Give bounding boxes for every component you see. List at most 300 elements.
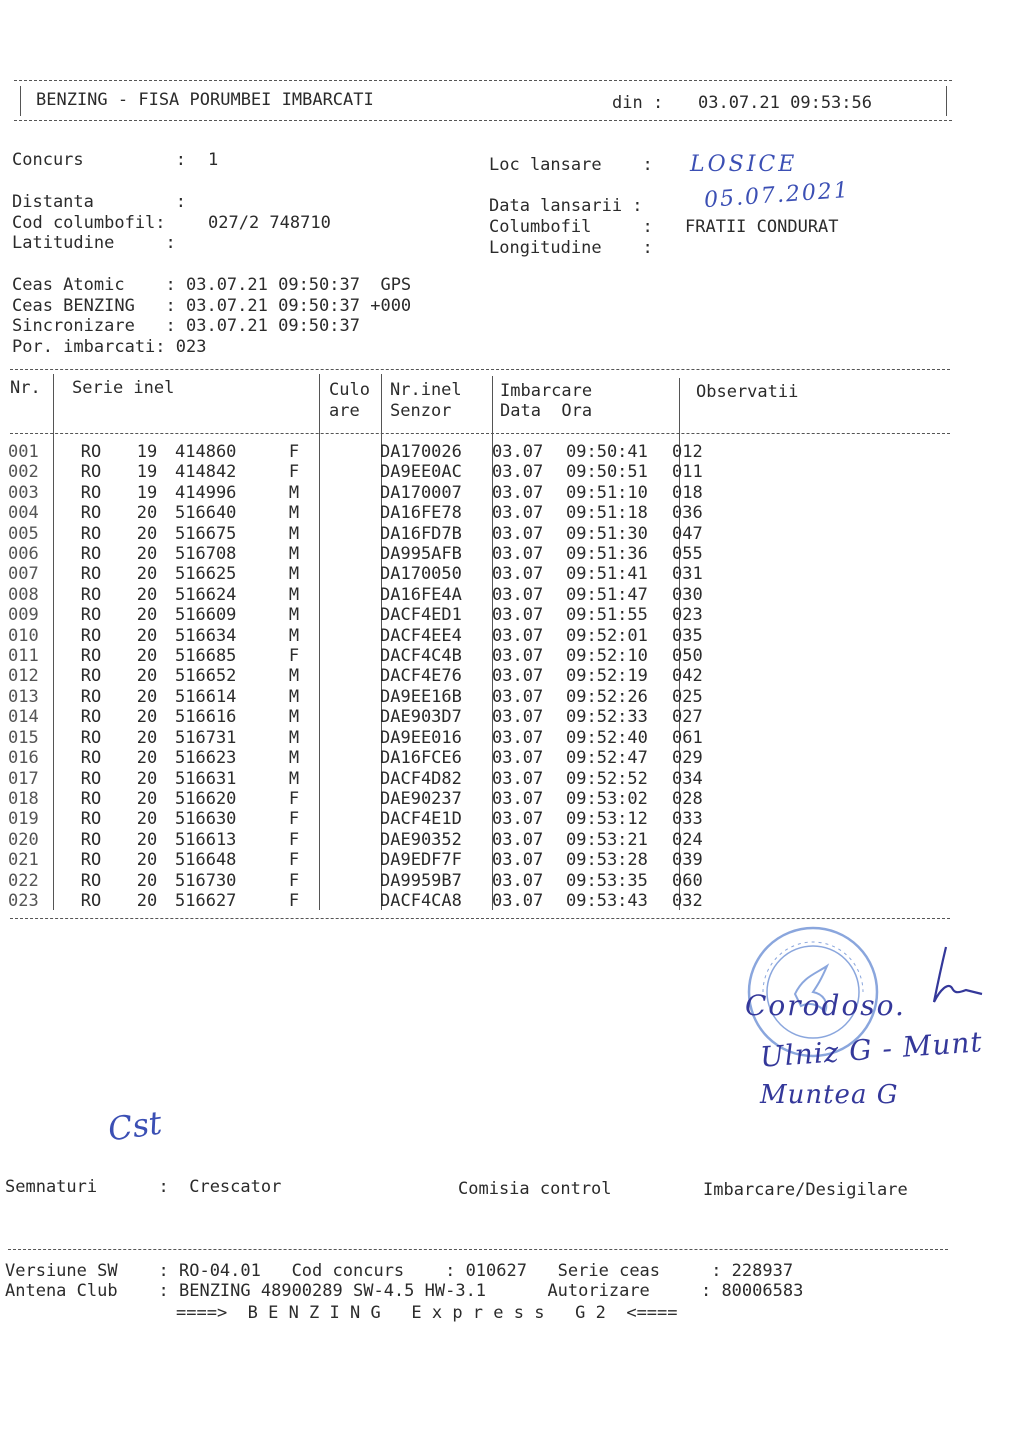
distanta-label: Distanta : xyxy=(12,192,186,212)
col-header-culo-2: are xyxy=(329,401,360,421)
row-sensor: DA170026 xyxy=(380,442,462,462)
row-country: RO xyxy=(80,442,102,462)
row-sensor: DA170007 xyxy=(380,482,462,503)
row-ring-number: 516616 xyxy=(175,707,237,728)
row-observatii: 023 xyxy=(672,605,703,626)
row-country: RO xyxy=(80,544,102,565)
imbarcare-desigilare-label: Imbarcare/Desigilare xyxy=(703,1180,908,1200)
row-time: 09:53:43 xyxy=(566,890,648,911)
row-observatii: 055 xyxy=(672,544,703,565)
row-date: 03.07 xyxy=(492,523,544,544)
row-sensor: DACF4E76 xyxy=(380,666,462,687)
por-imbarcati: Por. imbarcati: 023 xyxy=(12,337,207,357)
row-year: 20 xyxy=(136,809,158,830)
row-country: RO xyxy=(80,707,102,728)
semnaturi-label: Semnaturi : Crescator xyxy=(5,1177,282,1197)
row-year: 20 xyxy=(136,850,158,871)
row-country: RO xyxy=(80,788,102,809)
row-sensor: DACF4ED1 xyxy=(380,605,462,626)
col-header-senzor: Senzor xyxy=(390,401,452,421)
row-sensor: DAE903D7 xyxy=(380,707,462,728)
row-date: 03.07 xyxy=(492,584,544,605)
header-left-border xyxy=(20,86,21,116)
row-date: 03.07 xyxy=(492,503,544,524)
stamp-text-arc-icon xyxy=(763,942,863,992)
row-time: 09:52:47 xyxy=(566,748,648,769)
row-observatii: 032 xyxy=(672,890,703,911)
row-date: 03.07 xyxy=(492,870,544,891)
row-color xyxy=(317,707,380,727)
row-sensor: DA995AFB xyxy=(380,544,462,565)
col-header-data-ora: Data Ora xyxy=(500,401,593,421)
comisia-control-label: Comisia control xyxy=(458,1179,612,1199)
col-header-culo: Culo xyxy=(329,380,370,400)
row-date: 03.07 xyxy=(492,462,544,483)
row-observatii: 029 xyxy=(672,748,703,769)
row-color xyxy=(317,626,380,646)
row-nr: 008 xyxy=(8,584,39,605)
row-year: 20 xyxy=(136,625,158,646)
row-color xyxy=(317,503,380,523)
footer-separator xyxy=(8,1249,948,1250)
row-year: 20 xyxy=(136,686,158,707)
row-ring-number: 516648 xyxy=(175,850,237,871)
pigeon-table-body xyxy=(8,442,732,911)
row-year: 19 xyxy=(136,482,158,503)
row-year: 20 xyxy=(136,829,158,850)
row-nr: 017 xyxy=(8,768,39,789)
row-sex: M xyxy=(288,523,300,544)
row-country: RO xyxy=(80,584,102,605)
table-row xyxy=(8,891,732,911)
footer-antena: Antena Club : BENZING 48900289 SW-4.5 HW-3.1 Autorizare : 80006583 xyxy=(5,1281,804,1301)
row-time: 09:51:47 xyxy=(566,584,648,605)
cod-columbofil-value: 027/2 748710 xyxy=(208,213,331,233)
signature-scribble-icon xyxy=(926,942,986,1022)
row-ring-number: 516613 xyxy=(175,829,237,850)
row-country: RO xyxy=(80,850,102,871)
row-color xyxy=(317,646,380,666)
row-date: 03.07 xyxy=(492,482,544,503)
row-country: RO xyxy=(80,748,102,769)
row-sex: M xyxy=(288,584,300,605)
row-time: 09:52:52 xyxy=(566,768,648,789)
row-country: RO xyxy=(80,768,102,789)
row-date: 03.07 xyxy=(492,850,544,871)
data-lansarii-label: Data lansarii : xyxy=(489,196,643,216)
row-color xyxy=(317,585,380,605)
table-header-separator xyxy=(10,433,950,434)
row-country: RO xyxy=(80,890,102,911)
row-sex: M xyxy=(288,625,300,646)
row-sensor: DACF4C4B xyxy=(380,646,462,667)
signature-munteanu-1: Ulniz G - Munt xyxy=(759,1025,984,1074)
ceas-benzing: Ceas BENZING : 03.07.21 09:50:37 +000 xyxy=(12,296,412,316)
pigeon-table xyxy=(8,442,732,911)
table-row xyxy=(8,462,732,482)
row-sensor: DA16FE4A xyxy=(380,584,462,605)
row-color xyxy=(317,442,380,462)
row-sensor: DA16FD7B xyxy=(380,523,462,544)
row-sex: F xyxy=(288,829,300,850)
row-sensor: DA9EE016 xyxy=(380,727,462,748)
row-sex: M xyxy=(288,727,300,748)
table-row xyxy=(8,809,732,829)
row-nr: 002 xyxy=(8,462,39,483)
row-ring-number: 414842 xyxy=(175,462,237,483)
table-row xyxy=(8,442,732,462)
row-year: 20 xyxy=(136,707,158,728)
row-observatii: 027 xyxy=(672,707,703,728)
row-sensor: DACF4D82 xyxy=(380,768,462,789)
row-sex: F xyxy=(288,788,300,809)
row-time: 09:52:26 xyxy=(566,686,648,707)
row-time: 09:52:40 xyxy=(566,727,648,748)
row-country: RO xyxy=(80,809,102,830)
row-time: 09:51:10 xyxy=(566,482,648,503)
row-year: 20 xyxy=(136,503,158,524)
row-year: 20 xyxy=(136,523,158,544)
row-date: 03.07 xyxy=(492,442,544,462)
row-date: 03.07 xyxy=(492,544,544,565)
row-color xyxy=(317,728,380,748)
row-sex: F xyxy=(288,850,300,871)
table-row xyxy=(8,707,732,727)
row-sex: F xyxy=(288,646,300,667)
table-row xyxy=(8,728,732,748)
row-time: 09:53:02 xyxy=(566,788,648,809)
row-time: 09:53:28 xyxy=(566,850,648,871)
row-nr: 022 xyxy=(8,870,39,891)
row-observatii: 034 xyxy=(672,768,703,789)
row-year: 20 xyxy=(136,768,158,789)
row-date: 03.07 xyxy=(492,809,544,830)
row-date: 03.07 xyxy=(492,605,544,626)
row-observatii: 025 xyxy=(672,686,703,707)
row-time: 09:52:33 xyxy=(566,707,648,728)
report-title: BENZING - FISA PORUMBEI IMBARCATI xyxy=(36,90,374,110)
row-date: 03.07 xyxy=(492,748,544,769)
row-year: 20 xyxy=(136,870,158,891)
row-nr: 010 xyxy=(8,625,39,646)
ceas-atomic: Ceas Atomic : 03.07.21 09:50:37 GPS xyxy=(12,275,412,295)
row-year: 20 xyxy=(136,544,158,565)
row-color xyxy=(317,462,380,482)
row-observatii: 028 xyxy=(672,788,703,809)
signature-corodoso: Corodoso. xyxy=(745,989,906,1022)
row-date: 03.07 xyxy=(492,890,544,911)
row-sex: M xyxy=(288,707,300,728)
table-row xyxy=(8,524,732,544)
row-ring-number: 516614 xyxy=(175,686,237,707)
row-observatii: 018 xyxy=(672,482,703,503)
col-header-observatii: Observatii xyxy=(696,382,799,402)
row-sensor: DA9EDF7F xyxy=(380,850,462,871)
row-ring-number: 516609 xyxy=(175,605,237,626)
loc-lansare-value: LOSICE xyxy=(690,152,798,177)
row-time: 09:53:35 xyxy=(566,870,648,891)
row-nr: 014 xyxy=(8,707,39,728)
row-ring-number: 414860 xyxy=(175,442,237,462)
row-color xyxy=(317,769,380,789)
footer-versiune: Versiune SW : RO-04.01 Cod concurs : 010627 Serie ceas : 228937 xyxy=(5,1261,794,1281)
row-observatii: 033 xyxy=(672,809,703,830)
row-sensor: DA9EE0AC xyxy=(380,462,462,483)
header-top-border xyxy=(14,80,952,81)
row-ring-number: 516675 xyxy=(175,523,237,544)
row-sensor: DAE90237 xyxy=(380,788,462,809)
row-sensor: DAE90352 xyxy=(380,829,462,850)
row-date: 03.07 xyxy=(492,788,544,809)
signature-munteanu-2: Muntea G xyxy=(760,1080,899,1110)
row-country: RO xyxy=(80,686,102,707)
row-year: 19 xyxy=(136,442,158,462)
row-nr: 011 xyxy=(8,646,39,667)
row-nr: 019 xyxy=(8,809,39,830)
row-sensor: DA170050 xyxy=(380,564,462,585)
col-header-imbarcare: Imbarcare xyxy=(500,381,593,401)
row-ring-number: 516623 xyxy=(175,748,237,769)
row-color xyxy=(317,605,380,625)
row-year: 19 xyxy=(136,462,158,483)
row-sensor: DA16FE78 xyxy=(380,503,462,524)
row-time: 09:51:18 xyxy=(566,503,648,524)
row-color xyxy=(317,666,380,686)
row-ring-number: 516625 xyxy=(175,564,237,585)
row-date: 03.07 xyxy=(492,686,544,707)
table-bottom-border xyxy=(10,918,950,919)
row-observatii: 061 xyxy=(672,727,703,748)
row-sensor: DACF4E1D xyxy=(380,809,462,830)
table-row xyxy=(8,544,732,564)
col-header-serie: Serie inel xyxy=(72,378,175,398)
row-date: 03.07 xyxy=(492,625,544,646)
row-year: 20 xyxy=(136,666,158,687)
row-color xyxy=(317,871,380,891)
row-color xyxy=(317,748,380,768)
row-date: 03.07 xyxy=(492,646,544,667)
row-year: 20 xyxy=(136,584,158,605)
din-label: din : xyxy=(612,93,664,113)
row-observatii: 050 xyxy=(672,646,703,667)
row-country: RO xyxy=(80,625,102,646)
row-time: 09:51:36 xyxy=(566,544,648,565)
row-sensor: DA16FCE6 xyxy=(380,748,462,769)
row-nr: 012 xyxy=(8,666,39,687)
row-sex: F xyxy=(288,462,300,483)
latitudine-label: Latitudine : xyxy=(12,233,176,253)
table-row xyxy=(8,483,732,503)
columbofil-value: FRATII CONDURAT xyxy=(685,217,839,237)
row-time: 09:53:21 xyxy=(566,829,648,850)
row-year: 20 xyxy=(136,788,158,809)
row-observatii: 035 xyxy=(672,625,703,646)
row-country: RO xyxy=(80,727,102,748)
row-sensor: DACF4EE4 xyxy=(380,625,462,646)
row-ring-number: 516652 xyxy=(175,666,237,687)
row-observatii: 060 xyxy=(672,870,703,891)
row-country: RO xyxy=(80,829,102,850)
row-observatii: 036 xyxy=(672,503,703,524)
row-time: 09:51:55 xyxy=(566,605,648,626)
table-row xyxy=(8,871,732,891)
row-date: 03.07 xyxy=(492,564,544,585)
row-country: RO xyxy=(80,503,102,524)
footer-brand: ====> B E N Z I N G E x p r e s s G 2 <==== xyxy=(176,1303,678,1323)
row-nr: 013 xyxy=(8,686,39,707)
table-row xyxy=(8,769,732,789)
cod-columbofil-label: Cod columbofil: xyxy=(12,213,166,233)
row-color xyxy=(317,687,380,707)
row-sex: F xyxy=(288,442,300,462)
row-country: RO xyxy=(80,564,102,585)
table-row xyxy=(8,605,732,625)
row-sensor: DACF4CA8 xyxy=(380,890,462,911)
row-ring-number: 516685 xyxy=(175,646,237,667)
row-year: 20 xyxy=(136,605,158,626)
col-header-inel: Nr.inel xyxy=(390,380,462,400)
row-country: RO xyxy=(80,646,102,667)
row-date: 03.07 xyxy=(492,727,544,748)
row-sex: M xyxy=(288,666,300,687)
row-sex: F xyxy=(288,809,300,830)
table-row xyxy=(8,789,732,809)
row-country: RO xyxy=(80,523,102,544)
row-color xyxy=(317,483,380,503)
columbofil-label: Columbofil : xyxy=(489,217,653,237)
row-color xyxy=(317,544,380,564)
row-color xyxy=(317,564,380,584)
longitudine-label: Longitudine : xyxy=(489,238,653,258)
row-country: RO xyxy=(80,666,102,687)
row-observatii: 012 xyxy=(672,442,703,462)
row-nr: 015 xyxy=(8,727,39,748)
table-row xyxy=(8,830,732,850)
row-nr: 018 xyxy=(8,788,39,809)
table-row xyxy=(8,585,732,605)
row-nr: 001 xyxy=(8,442,39,462)
row-color xyxy=(317,524,380,544)
concurs-value: 1 xyxy=(208,150,219,170)
row-time: 09:51:30 xyxy=(566,523,648,544)
row-year: 20 xyxy=(136,646,158,667)
row-sex: M xyxy=(288,605,300,626)
row-year: 20 xyxy=(136,890,158,911)
row-date: 03.07 xyxy=(492,829,544,850)
row-ring-number: 516731 xyxy=(175,727,237,748)
row-nr: 006 xyxy=(8,544,39,565)
row-ring-number: 516708 xyxy=(175,544,237,565)
row-nr: 021 xyxy=(8,850,39,871)
table-row xyxy=(8,666,732,686)
row-observatii: 024 xyxy=(672,829,703,850)
row-ring-number: 414996 xyxy=(175,482,237,503)
row-color xyxy=(317,850,380,870)
sincronizare: Sincronizare : 03.07.21 09:50:37 xyxy=(12,316,360,336)
row-country: RO xyxy=(80,462,102,483)
row-country: RO xyxy=(80,870,102,891)
row-year: 20 xyxy=(136,727,158,748)
row-sensor: DA9959B7 xyxy=(380,870,462,891)
table-row xyxy=(8,503,732,523)
col-header-nr: Nr. xyxy=(10,378,41,398)
table-row xyxy=(8,626,732,646)
row-country: RO xyxy=(80,482,102,503)
row-ring-number: 516624 xyxy=(175,584,237,605)
row-observatii: 047 xyxy=(672,523,703,544)
din-value: 03.07.21 09:53:56 xyxy=(698,93,872,113)
row-time: 09:51:41 xyxy=(566,564,648,585)
row-sex: M xyxy=(288,748,300,769)
table-row xyxy=(8,646,732,666)
row-time: 09:53:12 xyxy=(566,809,648,830)
row-ring-number: 516634 xyxy=(175,625,237,646)
data-lansarii-value: 05.07.2021 xyxy=(703,177,851,214)
row-sex: M xyxy=(288,686,300,707)
table-row xyxy=(8,564,732,584)
row-date: 03.07 xyxy=(492,768,544,789)
row-observatii: 030 xyxy=(672,584,703,605)
row-nr: 016 xyxy=(8,748,39,769)
row-sex: M xyxy=(288,564,300,585)
row-nr: 023 xyxy=(8,890,39,911)
row-nr: 005 xyxy=(8,523,39,544)
row-time: 09:52:01 xyxy=(566,625,648,646)
row-sex: M xyxy=(288,482,300,503)
row-year: 20 xyxy=(136,748,158,769)
row-ring-number: 516640 xyxy=(175,503,237,524)
row-observatii: 042 xyxy=(672,666,703,687)
row-ring-number: 516631 xyxy=(175,768,237,789)
loc-lansare-label: Loc lansare : xyxy=(489,155,653,175)
row-nr: 003 xyxy=(8,482,39,503)
row-sex: F xyxy=(288,870,300,891)
row-observatii: 031 xyxy=(672,564,703,585)
header-right-border xyxy=(946,86,947,116)
row-sex: M xyxy=(288,768,300,789)
table-row xyxy=(8,850,732,870)
row-sensor: DA9EE16B xyxy=(380,686,462,707)
row-observatii: 039 xyxy=(672,850,703,871)
row-sex: M xyxy=(288,544,300,565)
row-color xyxy=(317,830,380,850)
row-sex: F xyxy=(288,890,300,911)
concurs-label: Concurs : xyxy=(12,150,186,170)
row-time: 09:50:41 xyxy=(566,442,648,462)
table-row xyxy=(8,687,732,707)
row-time: 09:52:10 xyxy=(566,646,648,667)
row-year: 20 xyxy=(136,564,158,585)
row-nr: 004 xyxy=(8,503,39,524)
row-ring-number: 516730 xyxy=(175,870,237,891)
row-date: 03.07 xyxy=(492,707,544,728)
initials-crescator: Cst xyxy=(105,1103,165,1149)
row-nr: 009 xyxy=(8,605,39,626)
row-time: 09:50:51 xyxy=(566,462,648,483)
row-ring-number: 516620 xyxy=(175,788,237,809)
row-color xyxy=(317,809,380,829)
row-color xyxy=(317,891,380,911)
row-date: 03.07 xyxy=(492,666,544,687)
row-country: RO xyxy=(80,605,102,626)
signature-scribble-path xyxy=(934,947,982,1002)
row-nr: 007 xyxy=(8,564,39,585)
row-color xyxy=(317,789,380,809)
header-bottom-border xyxy=(14,120,952,121)
table-row xyxy=(8,748,732,768)
row-ring-number: 516630 xyxy=(175,809,237,830)
row-ring-number: 516627 xyxy=(175,890,237,911)
